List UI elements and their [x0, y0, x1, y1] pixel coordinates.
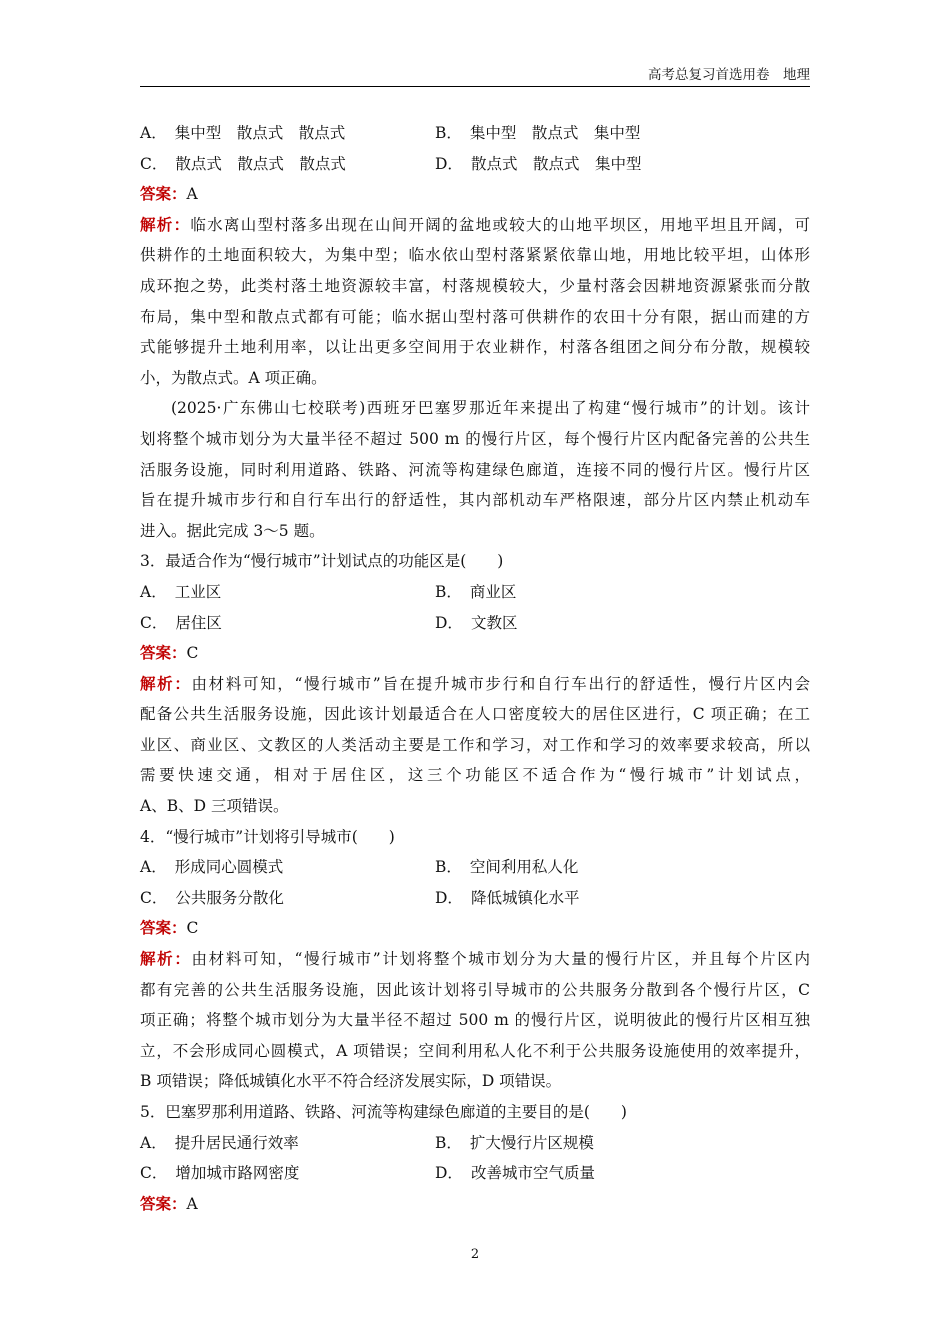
page-number: 2 — [470, 1247, 480, 1262]
q3-analysis: 解析：由材料可知，“慢行城市”旨在提升城市步行和自行车出行的舒适性，慢行片区内会 配备公共生活服务设施，因此该计划最适合在人口密度较大的居住区进行，C 项正确；在工 业区、商业区、文教区的人类活动主要是工作和学习，对工作和学习的效率要求较高，所以 需要快速交通，相对于居住区，这三个功能区不适合作为“慢行城市”计划试点， A、B、D 三项错误。 — [140, 673, 810, 816]
page-header — [140, 64, 810, 87]
analysis-label: 解析： — [140, 214, 191, 234]
document-body — [140, 118, 810, 1219]
q5-option-c: C． 增加城市路网密度 — [140, 1164, 300, 1183]
q5-stem: 5．巴塞罗那利用道路、铁路、河流等构建绿色廊道的主要目的是( ) — [140, 1103, 627, 1121]
q2-options-row-1 — [140, 118, 810, 149]
q4-option-d: D． 降低城镇化水平 — [435, 888, 580, 907]
q3-option-b: B． 商业区 — [435, 582, 517, 601]
q4-analysis: 解析：由材料可知，“慢行城市”计划将整个城市划分为大量的慢行片区，并且每个片区内 都有完善的公共生活服务设施，因此该计划将引导城市的公共服务分散到各个慢行片区，C 项正确；将整个城市划分为大量半径不超过 500 m 的慢行片区，说明彼此的慢行片区相互独 立，不会形成同心圆模式，A 项错误；空间利用私人化不利于公共服务设施使用的效率提升， B 项错误；降低城镇化水平不符合经济发展实际，D 项错误。 — [140, 949, 810, 1091]
q2-option-b: B． 集中型 散点式 集中型 — [435, 124, 641, 142]
q3-answer: 答案：C — [140, 643, 199, 663]
q5-option-d: D． 改善城市空气质量 — [435, 1164, 595, 1183]
material-passage: (2025·广东佛山七校联考)西班牙巴塞罗那近年来提出了构建“慢行城市”的计划。该计 划将整个城市划分为大量半径不超过 500 m 的慢行片区，每个慢行片区内配备完善的公共生 活服务设施，同时利用道路、铁路、河流等构建绿色廊道，连接不同的慢行片区。慢行片区 旨在提升城市步行和自行车出行的舒适性，其内部机动车严格限速，部分片区内禁止机动车 进入。据此完成 3～5 题。 — [140, 399, 810, 540]
q3-options-row-1 — [140, 577, 810, 608]
q5-option-b: B． 扩大慢行片区规模 — [435, 1133, 594, 1152]
q3-option-a: A． 工业区 — [140, 582, 222, 601]
q4-options-row-1 — [140, 852, 810, 883]
q2-option-a: A． 集中型 散点式 散点式 — [140, 124, 346, 142]
q2-option-d: D． 散点式 散点式 集中型 — [435, 154, 642, 173]
q2-options-row-2 — [140, 149, 810, 180]
header-title: 高考总复习首选用卷 地理 — [648, 67, 810, 83]
q5-options-row-2 — [140, 1158, 810, 1189]
q5-option-a: A． 提升居民通行效率 — [140, 1133, 299, 1152]
q3-stem: 3．最适合作为“慢行城市”计划试点的功能区是( ) — [140, 552, 504, 571]
q3-option-c: C． 居住区 — [140, 613, 222, 632]
q3-options-row-2 — [140, 608, 810, 639]
q4-answer: 答案：C — [140, 918, 199, 938]
q4-options-row-2 — [140, 883, 810, 914]
q3-option-d: D． 文教区 — [435, 613, 518, 632]
q4-option-b: B． 空间利用私人化 — [435, 858, 579, 877]
q4-stem: 4．“慢行城市”计划将引导城市( ) — [140, 827, 395, 846]
q4-option-a: A． 形成同心圆模式 — [140, 858, 284, 877]
q2-option-c: C． 散点式 散点式 散点式 — [140, 154, 346, 173]
q5-answer: 答案：A — [140, 1193, 198, 1213]
q2-answer: 答案：A — [140, 184, 198, 204]
q5-options-row-1 — [140, 1128, 810, 1159]
answer-label: 答案： — [140, 184, 187, 204]
q2-analysis: 解析：临水离山型村落多出现在山间开阔的盆地或较大的山地平坝区，用地平坦且开阔，可 供耕作的土地面积较大，为集中型；临水依山型村落紧紧依靠山地，用地比较平坦，山体形 成环抱之势，此类村落土地资源较丰富，村落规模较大，少量村落会因耕地资源紧张而分散 布局，集中型和散点式都有可能；临水据山型村落可供耕作的农田十分有限，据山而建的方 式能够提升土地利用率，以让出更多空间用于农业耕作，村落各组团之间分布分散，规模较 小，为散点式。A 项正确。 — [140, 214, 810, 387]
q4-option-c: C． 公共服务分散化 — [140, 888, 284, 907]
